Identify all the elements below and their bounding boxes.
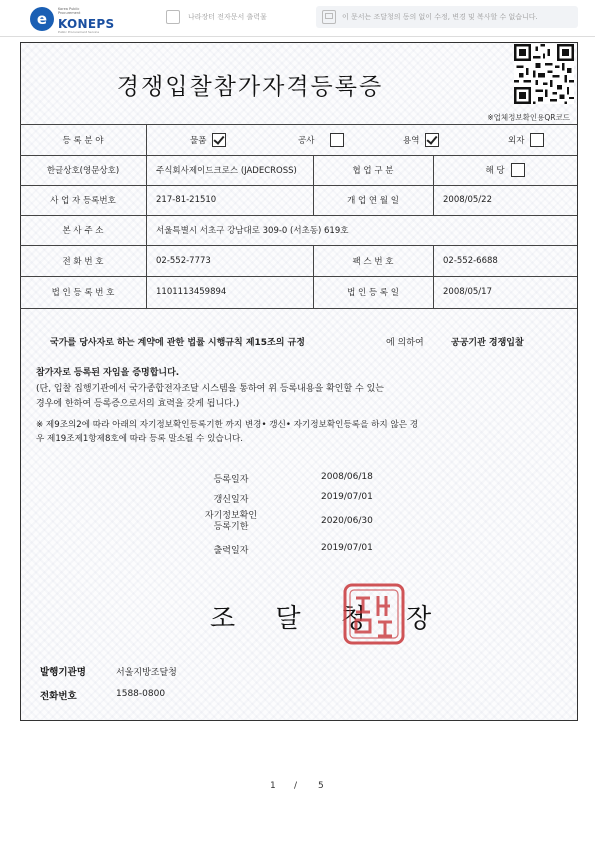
opening-date-label: 개 업 연 월 일 — [347, 196, 399, 206]
koneps-logo — [30, 6, 140, 32]
agency-phone-label: 전화번호 — [40, 691, 77, 702]
notice-text-2: 우 제19조제1항제8호에 따라 등록 말소될 수 있습니다. — [36, 434, 244, 444]
certification-text-1c: 공공기관 경쟁입찰 — [451, 338, 524, 348]
current-page: 1 — [270, 781, 276, 791]
certificate-title: 경쟁입찰참가자격등록증 — [116, 74, 384, 100]
cooperation-checkbox — [511, 163, 525, 177]
official-seal-icon — [342, 582, 406, 646]
cooperation-label: 협 업 구 분 — [352, 166, 394, 176]
construction-checkbox — [330, 133, 344, 147]
foreign-option — [508, 124, 544, 155]
self-check-deadline-label: 자기정보확인 등록기한 — [204, 511, 258, 532]
company-name-label: 한글상호(영문상호) — [46, 166, 120, 176]
top-divider — [0, 36, 595, 37]
goods-label: 물품 — [190, 135, 207, 146]
notice-hint — [322, 8, 538, 26]
goods-checkbox — [212, 133, 226, 147]
certification-text-4: 경우에 한하여 등록증으로서의 효력을 갖게 됩니다.) — [36, 399, 240, 409]
notice-hint-text: 이 문서는 조달청의 동의 없이 수정, 변경 및 복사할 수 없습니다. — [342, 13, 538, 21]
corp-number-label: 법 인 등 록 번 호 — [51, 288, 115, 298]
print-hint-text: 나라장터 전자문서 출력물 — [188, 13, 267, 21]
certification-text-2: 참가자로 등록된 자임을 증명합니다. — [36, 368, 180, 378]
corp-number-value: 1101113459894 — [156, 287, 227, 297]
top-bar — [0, 0, 595, 36]
goods-option — [190, 124, 226, 155]
logo-name: KONEPS — [58, 17, 115, 31]
print-hint — [166, 8, 267, 26]
koneps-logo-mark: e — [30, 7, 54, 31]
agency-label: 발행기관명 — [40, 667, 86, 678]
construction-label: 공사 — [298, 135, 315, 146]
certification-text-1a: 국가를 당사자로 하는 계약에 관한 법률 시행규칙 제15조의 규정 — [50, 338, 305, 348]
self-check-deadline-value: 2020/06/30 — [321, 516, 373, 526]
certification-text-1b: 에 의하여 — [386, 338, 424, 348]
agency-phone-value: 1588-0800 — [116, 689, 166, 699]
fax-label: 팩 스 번 호 — [352, 256, 394, 267]
table-column-divider — [433, 245, 434, 308]
certification-text-3: (단, 입찰 집행기관에서 국가종합전자조달 시스템을 통하여 위 등록내용을 확인할 수 있는 — [36, 384, 384, 394]
table-border-bottom — [20, 308, 577, 309]
print-date-label: 출력일자 — [213, 546, 249, 556]
page-separator: / — [294, 781, 298, 791]
monitor-icon — [322, 10, 336, 24]
address-label: 본 사 주 소 — [62, 226, 104, 236]
service-option — [403, 124, 439, 155]
logo-small-text: Korea Public Procurement — [58, 7, 81, 15]
renewal-date-value: 2019/07/01 — [321, 492, 373, 502]
registration-date-value: 2008/06/18 — [321, 472, 373, 482]
foreign-checkbox — [530, 133, 544, 147]
corp-date-label: 법 인 등 록 일 — [347, 288, 399, 298]
service-checkbox — [425, 133, 439, 147]
qr-code-label: ※업체정보확인용QR코드 — [487, 113, 570, 122]
opening-date-value: 2008/05/22 — [443, 195, 492, 205]
registration-date-label: 등록일자 — [213, 475, 249, 485]
phone-label: 전 화 번 호 — [62, 256, 104, 267]
agency-value: 서울지방조달청 — [116, 668, 177, 678]
business-number-label: 사 업 자 등록번호 — [50, 196, 116, 206]
fax-value: 02-552-6688 — [443, 255, 498, 266]
table-column-divider — [146, 124, 147, 308]
corp-date-value: 2008/05/17 — [443, 287, 492, 297]
renewal-date-label: 갱신일자 — [213, 495, 249, 505]
address-value: 서울특별시 서초구 강남대로 309-0 (서초동) 619호 — [156, 226, 349, 236]
foreign-label: 외자 — [508, 135, 525, 146]
business-number-value: 217-81-21510 — [156, 195, 217, 205]
cooperation-value: 해 당 — [485, 166, 505, 176]
logo-sub-text: Public Procurement Service — [58, 30, 100, 34]
print-date-value: 2019/07/01 — [321, 543, 373, 553]
phone-value: 02-552-7773 — [156, 255, 211, 266]
issuer-name: 조 달 청 장 — [210, 604, 448, 634]
qr-code-icon — [514, 44, 574, 104]
construction-option — [298, 124, 344, 155]
service-label: 용역 — [403, 135, 420, 146]
cooperation-option — [433, 155, 577, 185]
notice-text-1: ※ 제9조의2에 따라 아래의 자기정보확인등록기한 까지 변경• 갱신• 자기정보확인등록을 하지 않은 경 — [36, 420, 419, 430]
total-pages: 5 — [318, 781, 324, 791]
company-name-value: 주식회사제이드크로스 (JADECROSS) — [156, 166, 297, 176]
category-label: 등 록 분 야 — [62, 135, 104, 146]
document-icon — [166, 10, 180, 24]
